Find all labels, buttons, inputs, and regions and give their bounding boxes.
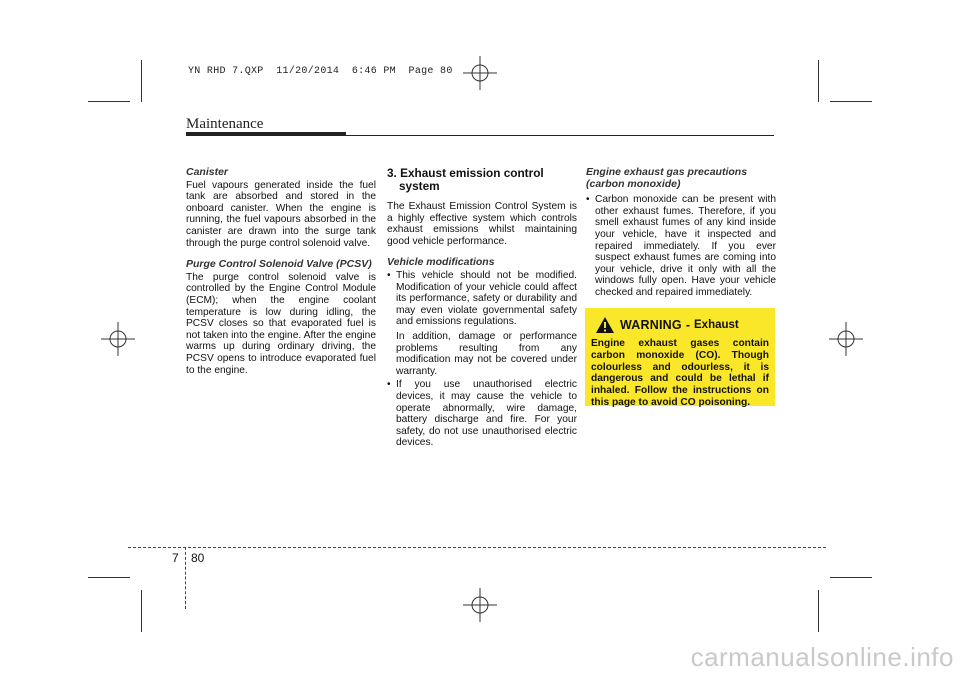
vehicle-modifications-title: Vehicle modifications — [387, 256, 495, 269]
electric-devices-bullet-text: If you use unauthorised electric devices, it may cause the vehicle to operate abnormally, wire damage, battery discharge and fire. For your safety, do not use unauthorised electric devices. — [396, 379, 577, 449]
exhaust-emission-intro: The Exhaust Emission Control System is a highly effective system which controls exhaust emissions whilst maintaining good vehicle performance. — [387, 201, 577, 247]
warning-text: Engine exhaust gases contain carbon monoxide (CO). Though colourless and odourless, it is dangerous and could be lethal if inhaled. Follow the instructions on this page to avoid CO poisoning. — [591, 338, 769, 408]
warning-separator: - — [685, 318, 690, 332]
exhaust-precautions-title: Engine exhaust gas precautions (carbon monoxide) — [586, 166, 748, 190]
bullet-icon: • — [586, 194, 590, 206]
pcsv-title: Purge Control Solenoid Valve (PCSV) — [186, 258, 372, 271]
header-rule-thin — [346, 135, 774, 136]
crop-mark-tl-h — [88, 101, 130, 102]
column-middle — [387, 167, 577, 449]
column-right — [586, 167, 776, 299]
registration-mark-icon — [101, 322, 135, 356]
watermark-url: carmanualsonline.info — [690, 642, 954, 672]
pcsv-text: The purge control solenoid valve is controlled by the Engine Control Module (ECM); when the engine coolant temperature is low during idling, the PCSV closes so that evaporated fuel is not taken into the engine. After the engine warms up during ordinary driving, the PCSV opens to introduce evaporated fuel to the engine. — [186, 271, 376, 376]
page-number: 80 — [191, 551, 205, 565]
canister-title: Canister — [186, 166, 229, 178]
list-item-continuation — [387, 331, 577, 377]
warning-header — [591, 316, 769, 334]
printer-slug: YN RHD 7.QXP 11/20/2014 6:46 PM Page 80 — [188, 66, 453, 77]
bullet-icon: • — [387, 379, 391, 391]
crop-mark-tr-v — [818, 60, 819, 102]
crop-mark-tr-h — [830, 101, 872, 102]
warning-topic: Exhaust — [694, 319, 739, 331]
warning-box — [585, 308, 775, 406]
crop-mark-br-h — [830, 577, 872, 578]
registration-mark-icon — [463, 588, 497, 622]
list-item — [387, 270, 577, 328]
crop-mark-bl-h — [88, 577, 130, 578]
list-item — [387, 379, 577, 449]
crop-mark-br-v — [818, 590, 819, 632]
bullet-icon: • — [387, 269, 391, 281]
warning-triangle-icon — [595, 316, 615, 334]
crop-mark-tl-v — [141, 60, 142, 102]
exhaust-emission-heading: 3. Exhaust emission control system — [387, 166, 544, 193]
registration-mark-icon — [463, 56, 497, 90]
column-left — [186, 167, 376, 386]
modification-bullet-continuation: In addition, damage or performance problems resulting from any modification may not be covered under warranty. — [396, 330, 577, 377]
section-title: Maintenance — [186, 116, 264, 132]
warning-label: WARNING — [620, 318, 682, 332]
precautions-list — [586, 194, 776, 298]
header-rule-thick — [186, 132, 346, 136]
list-item — [586, 194, 776, 298]
modification-bullet-text: This vehicle should not be modified. Modification of your vehicle could affect its performance, safety or durability and may even violate governmental safety and emissions regulations. — [396, 269, 577, 328]
footer-dashed-rule — [128, 547, 826, 548]
modifications-list — [387, 270, 577, 449]
crop-mark-bl-v — [141, 590, 142, 632]
registration-mark-icon — [829, 322, 863, 356]
canister-text: Fuel vapours generated inside the fuel tank are absorbed and stored in the onboard canister. When the engine is running, the fuel vapours absorbed in the canister are drawn into the surge tank through the purge control solenoid valve. — [186, 179, 376, 249]
footer-dashed-divider — [185, 547, 186, 609]
chapter-number: 7 — [172, 551, 179, 565]
carbon-monoxide-bullet-text: Carbon monoxide can be present with other exhaust fumes. Therefore, if you smell exhaust fumes of any kind inside your vehicle, have it inspected and repaired immediately. If you ever suspect exhaust fumes are coming into your vehicle, drive it only with all the windows fully open. Have your vehicle checked and repaired immediately. — [595, 194, 776, 298]
